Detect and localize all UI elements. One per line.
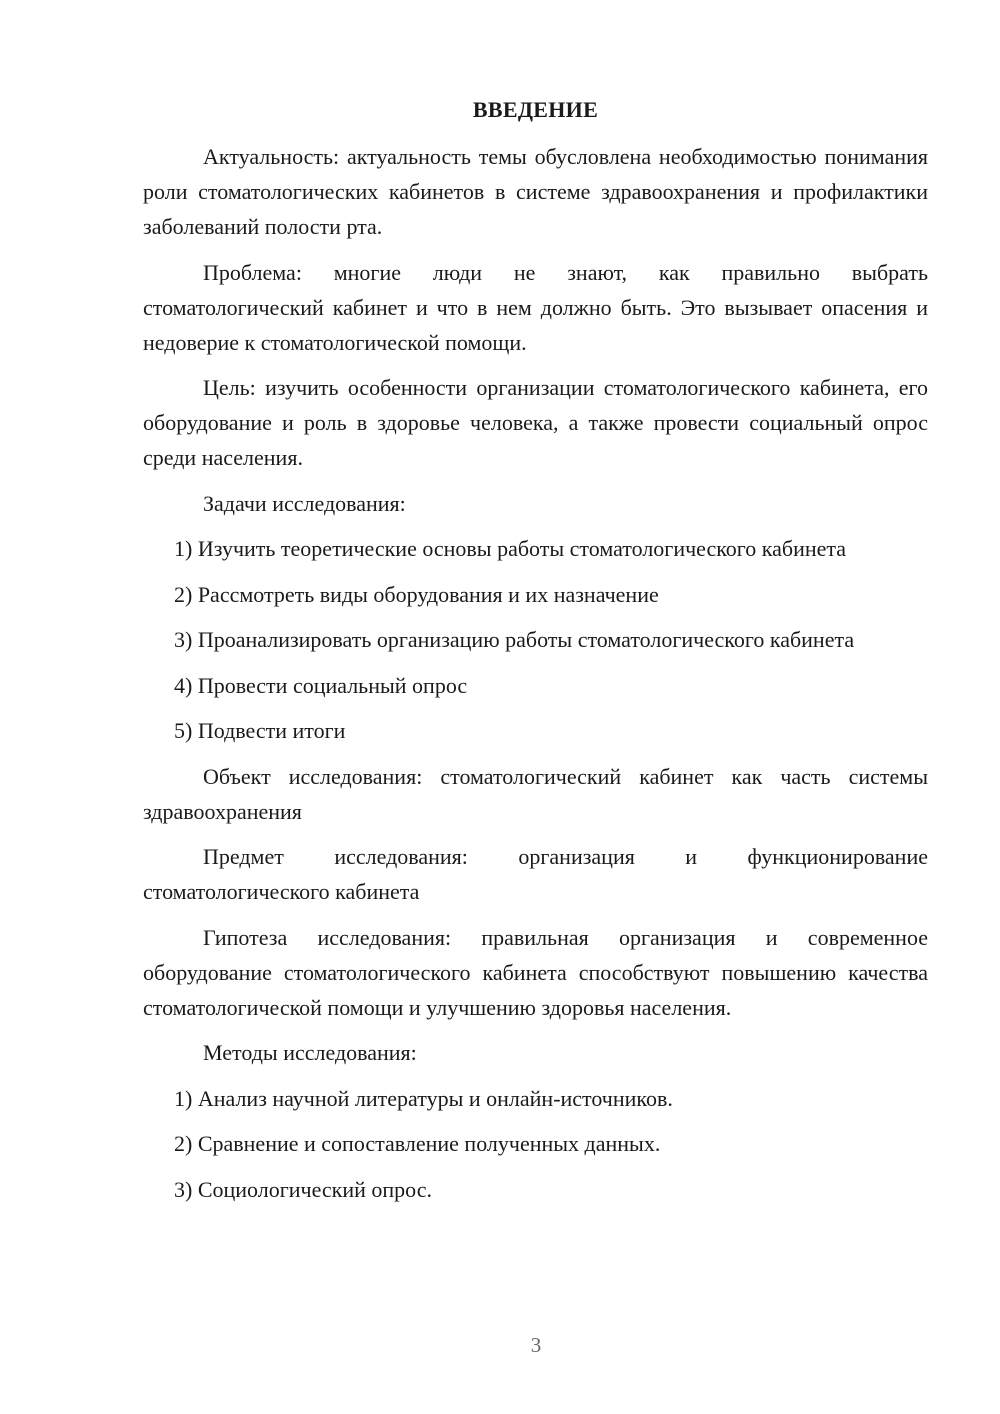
paragraph-goal: Цель: изучить особенности организации стоматологического кабинета, его оборудование и роль в здоровье человека, а также провести социальный опрос среди населения.	[143, 375, 928, 470]
paragraph-methods-heading: Методы исследования:	[203, 1040, 417, 1065]
page-number: 3	[530, 1333, 542, 1357]
task-item-1: 1) Изучить теоретические основы работы стоматологического кабинета	[174, 536, 847, 561]
paragraph-tasks-heading: Задачи исследования:	[203, 490, 406, 516]
task-item-3: 3) Проанализировать организацию работы стоматологического кабинета	[174, 627, 855, 652]
task-item-5: 5) Подвести итоги	[174, 718, 346, 743]
method-item-2: 2) Сравнение и сопоставление полученных данных.	[174, 1131, 661, 1156]
task-item-2: 2) Рассмотреть виды оборудования и их назначение	[174, 581, 659, 607]
method-item-1: 1) Анализ научной литературы и онлайн-источников.	[174, 1085, 673, 1111]
document-page	[143, 92, 928, 1217]
section-title: ВВЕДЕНИЕ	[472, 97, 599, 122]
paragraph-object: Объект исследования: стоматологический кабинет как часть системы здравоохранения	[143, 763, 928, 824]
task-item-4: 4) Провести социальный опрос	[174, 672, 468, 698]
paragraph-relevance: Актуальность: актуальность темы обусловлена необходимостью понимания роли стоматологических кабинетов в системе здравоохранения и профилактики заболеваний полости рта.	[143, 144, 928, 239]
paragraph-hypothesis: Гипотеза исследования: правильная организация и современное оборудование стоматологического кабинета способствуют повышению качества стоматологической помощи и улучшению здоровья населения.	[143, 924, 928, 1020]
paragraph-subject: Предмет исследования: организация и функционирование стоматологического кабинета	[143, 844, 928, 904]
method-item-3: 3) Социологический опрос.	[174, 1176, 432, 1202]
paragraph-problem: Проблема: многие люди не знают, как правильно выбрать стоматологический кабинет и что в нем должно быть. Это вызывает опасения и недоверие к стоматологической помощи.	[143, 259, 928, 355]
